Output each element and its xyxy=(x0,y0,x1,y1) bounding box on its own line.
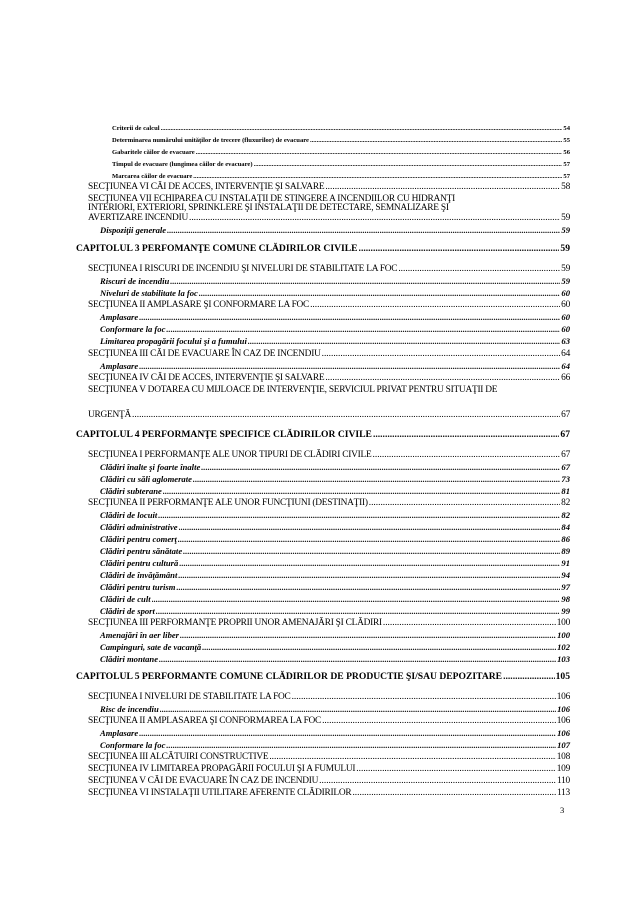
dot-leader xyxy=(176,581,560,593)
toc-entry[interactable] xyxy=(88,263,570,275)
dot-leader xyxy=(322,715,556,727)
toc-entry-title: SECŢIUNEA IV LIMITAREA PROPAGĂRII FOCULUI ŞI A FUMULUI xyxy=(88,764,356,774)
toc-entry-page: 63 xyxy=(561,336,570,346)
dot-leader xyxy=(319,775,556,787)
toc-entry-title: Amplasare xyxy=(100,728,139,738)
toc-entry[interactable] xyxy=(100,703,570,715)
toc-entry-page: 94 xyxy=(561,570,570,580)
toc-entry-title: Clădiri cu săli aglomerate xyxy=(100,474,192,484)
toc-entry[interactable] xyxy=(100,485,570,497)
toc-entry-title: Marcarea căilor de evacuare xyxy=(112,173,193,180)
dot-leader xyxy=(156,605,560,617)
dot-leader xyxy=(373,449,561,461)
dot-leader xyxy=(310,299,560,311)
toc-entry-page: 56 xyxy=(563,149,570,156)
toc-entry-title: CAPITOLUL 4 PERFORMANŢE SPECIFICE CLĂDIRILOR CIVILE xyxy=(76,429,372,440)
toc-entry-page: 100 xyxy=(557,630,570,640)
dot-leader xyxy=(269,751,555,763)
toc-entry-page: 64 xyxy=(561,361,570,371)
toc-entry-page: 59 xyxy=(561,276,570,286)
toc-entry-title: Criterii de calcul xyxy=(112,125,160,132)
dot-leader xyxy=(359,243,560,255)
toc-entry-page: 110 xyxy=(557,776,570,786)
toc-entry[interactable] xyxy=(100,275,570,287)
toc-entry-title: Clădiri montane xyxy=(100,654,159,664)
dot-leader xyxy=(292,691,556,703)
dot-leader xyxy=(310,135,562,147)
toc-entry-wrapped-line: SECŢIUNEA V DOTAREA CU MIJLOACE DE INTERVENŢIE, SERVICIUL PRIVAT PENTRU SITUAŢII DE xyxy=(88,385,498,395)
toc-entry[interactable] xyxy=(100,593,570,605)
toc-entry[interactable] xyxy=(100,287,570,299)
toc-entry[interactable] xyxy=(88,409,570,421)
toc-entry[interactable] xyxy=(100,509,570,521)
toc-entry-title: Risc de incendiu xyxy=(100,704,159,714)
toc-entry[interactable] xyxy=(76,243,570,255)
dot-leader xyxy=(179,557,560,569)
toc-entry-page: 113 xyxy=(557,788,570,798)
toc-entry-page: 60 xyxy=(561,300,570,310)
toc-entry-page: 100 xyxy=(556,618,570,628)
toc-entry[interactable] xyxy=(100,569,570,581)
toc-entry-title: Conformare la foc xyxy=(100,740,166,750)
toc-entry[interactable] xyxy=(100,739,570,751)
toc-entry-page: 84 xyxy=(561,522,570,532)
toc-entry-title: SECŢIUNEA III PERFORMANŢE PROPRII UNOR AMENAJĂRI ŞI CLĂDIRI xyxy=(88,618,382,628)
toc-entry-page: 99 xyxy=(561,606,570,616)
toc-entry-page: 106 xyxy=(556,692,570,702)
dot-leader xyxy=(248,335,561,347)
dot-leader xyxy=(132,409,560,421)
toc-entry-wrapped-line: SECŢIUNEA VII ECHIPAREA CU INSTALAŢII DE STINGERE A INCENDIILOR CU HIDRANŢI xyxy=(88,194,455,204)
toc-entry-title: Clădiri subterane xyxy=(100,486,162,496)
toc-entry-page: 91 xyxy=(561,558,570,568)
toc-entry-title: Conformare la foc xyxy=(100,324,166,334)
dot-leader xyxy=(163,485,561,497)
toc-entry[interactable] xyxy=(88,763,570,775)
toc-entry-page: 82 xyxy=(561,498,570,508)
toc-entry-title: CAPITOLUL 5 PERFORMANTE COMUNE CLĂDIRILOR DE PRODUCTIE ŞI/SAU DEPOZITARE xyxy=(76,671,503,682)
toc-entry[interactable] xyxy=(88,691,570,703)
dot-leader xyxy=(139,311,560,323)
toc-entry[interactable] xyxy=(76,429,570,441)
dot-leader xyxy=(183,545,560,557)
toc-entry[interactable] xyxy=(100,473,570,485)
toc-entry-title: AVERTIZARE INCENDIU xyxy=(88,213,188,223)
dot-leader xyxy=(160,703,556,715)
toc-entry-title: Limitarea propagării focului şi a fumului xyxy=(100,336,247,346)
dot-leader xyxy=(383,617,556,629)
toc-entry-title: Determinarea numărului unităţilor de trecere (fluxurilor) de evacuare xyxy=(112,137,309,144)
toc-entry-title: Clădiri pentru sănătate xyxy=(100,546,183,556)
toc-entry-title: Riscuri de incendiu xyxy=(100,276,170,286)
toc-entry-page: 67 xyxy=(561,450,570,460)
toc-entry-page: 59 xyxy=(560,243,570,254)
toc-entry-page: 109 xyxy=(556,764,570,774)
toc-entry-title: Clădiri pentru comerţ xyxy=(100,534,177,544)
toc-entry-title: Clădiri administrative xyxy=(100,522,178,532)
toc-entry-page: 108 xyxy=(556,752,570,762)
toc-entry-title: Clădiri de cult xyxy=(100,594,151,604)
toc-entry[interactable] xyxy=(76,671,570,683)
toc-entry[interactable] xyxy=(100,557,570,569)
dot-leader xyxy=(178,569,560,581)
toc-entry[interactable] xyxy=(88,787,570,799)
toc-entry[interactable] xyxy=(100,653,570,665)
toc-entry[interactable] xyxy=(112,159,570,171)
toc-entry-page: 57 xyxy=(563,161,570,168)
dot-leader xyxy=(139,360,560,372)
toc-entry[interactable] xyxy=(88,372,570,384)
toc-entry-title: SECŢIUNEA VI CĂI DE ACCES, INTERVENŢIE ŞI SALVARE xyxy=(88,182,325,192)
toc-entry-page: 67 xyxy=(561,410,570,420)
toc-entry-page: 98 xyxy=(561,594,570,604)
toc-entry[interactable] xyxy=(112,123,570,135)
dot-leader xyxy=(178,533,561,545)
toc-entry-title: Timpul de evacuare (lungimea căilor de evacuare) xyxy=(112,161,253,168)
toc-entry[interactable] xyxy=(100,335,570,347)
dot-leader xyxy=(166,739,556,751)
dot-leader xyxy=(193,473,560,485)
toc-entry-title: SECŢIUNEA II AMPLASARE ŞI CONFORMARE LA FOC xyxy=(88,300,310,310)
toc-entry-title: SECŢIUNEA III CĂI DE EVACUARE ÎN CAZ DE INCENDIU xyxy=(88,349,321,359)
toc-entry-page: 82 xyxy=(561,510,570,520)
page-number: 3 xyxy=(560,805,565,815)
toc-entry-page: 60 xyxy=(561,288,570,298)
dot-leader xyxy=(373,429,559,441)
toc-entry-page: 67 xyxy=(561,462,570,472)
dot-leader xyxy=(199,287,561,299)
toc-entry-page: 105 xyxy=(555,671,570,682)
dot-leader xyxy=(398,263,560,275)
toc-entry-page: 73 xyxy=(561,474,570,484)
toc-entry-page: 106 xyxy=(556,716,570,726)
toc-entry[interactable] xyxy=(100,521,570,533)
toc-entry-page: 67 xyxy=(560,429,570,440)
dot-leader xyxy=(139,727,556,739)
toc-entry-page: 57 xyxy=(563,173,570,180)
toc-entry-page: 86 xyxy=(561,534,570,544)
dot-leader xyxy=(180,629,556,641)
dot-leader xyxy=(325,181,560,193)
dot-leader xyxy=(158,509,560,521)
toc-entry-page: 89 xyxy=(561,546,570,556)
toc-entry[interactable] xyxy=(100,360,570,372)
toc-entry-page: 102 xyxy=(557,642,570,652)
toc-entry-title: Gabaritele căilor de evacuare xyxy=(112,149,195,156)
toc-entry[interactable] xyxy=(100,224,570,236)
toc-entry-title: SECŢIUNEA I PERFORMANŢE ALE UNOR TIPURI DE CLĂDIRI CIVILE xyxy=(88,450,372,460)
toc-entry[interactable] xyxy=(100,581,570,593)
toc-entry-title: SECŢIUNEA III ALCĂTUIRI CONSTRUCTIVE xyxy=(88,752,269,762)
toc-entry[interactable] xyxy=(100,533,570,545)
toc-entry-title: Campinguri, sate de vacanţă xyxy=(100,642,202,652)
dot-leader xyxy=(161,123,563,135)
dot-leader xyxy=(166,323,560,335)
toc-entry-title: Clădiri de locuit xyxy=(100,510,158,520)
toc-entry-page: 103 xyxy=(557,654,570,664)
toc-entry-title: SECŢIUNEA I NIVELURI DE STABILITATE LA FOC xyxy=(88,692,291,702)
dot-leader xyxy=(202,641,556,653)
toc-entry-title: SECŢIUNEA II PERFORMANŢE ALE UNOR FUNCŢIUNI (DESTINAŢII) xyxy=(88,498,368,508)
toc-entry-title: Clădiri înalte şi foarte înalte xyxy=(100,462,201,472)
dot-leader xyxy=(152,593,561,605)
toc-entry[interactable] xyxy=(100,605,570,617)
toc-entry-title: CAPITOLUL 3 PERFOMANŢE COMUNE CLĂDIRILOR CIVILE xyxy=(76,243,358,254)
toc-entry-page: 60 xyxy=(561,312,570,322)
toc-entry-title: Amplasare xyxy=(100,312,139,322)
toc-entry-title: Clădiri de învăţământ xyxy=(100,570,178,580)
toc-entry[interactable] xyxy=(100,641,570,653)
toc-entry-title: Dispoziţii generale xyxy=(100,225,167,235)
toc-entry-title: Clădiri de sport xyxy=(100,606,155,616)
toc-entry-title: URGENŢĂ xyxy=(88,410,132,420)
toc-entry[interactable] xyxy=(88,299,570,311)
toc-entry-page: 60 xyxy=(561,324,570,334)
toc-entry-title: Clădiri pentru turism xyxy=(100,582,176,592)
toc-entry-title: Amplasare xyxy=(100,361,139,371)
toc-entry-page: 59 xyxy=(561,264,570,274)
toc-entry-page: 106 xyxy=(557,728,570,738)
dot-leader xyxy=(352,787,556,799)
toc-entry[interactable] xyxy=(88,181,570,193)
toc-entry-wrapped-line: INTERIORI, EXTERIORI, SPRINKLERE ŞI INSTALAŢII DE DETECTARE, SEMNALIZARE ŞI xyxy=(88,203,449,213)
toc-entry[interactable] xyxy=(88,449,570,461)
toc-entry-page: 107 xyxy=(557,740,570,750)
toc-entry-page: 64 xyxy=(561,349,570,359)
toc-entry-page: 81 xyxy=(561,486,570,496)
dot-leader xyxy=(369,497,560,509)
dot-leader xyxy=(201,461,560,473)
dot-leader xyxy=(325,372,560,384)
toc-entry-title: SECŢIUNEA V CĂI DE EVACUARE ÎN CAZ DE INCENDIU xyxy=(88,776,319,786)
toc-entry-title: Niveluri de stabilitate la foc xyxy=(100,288,198,298)
toc-entry-page: 59 xyxy=(561,213,570,223)
dot-leader xyxy=(254,159,563,171)
toc-entry-title: Amenajări în aer liber xyxy=(100,630,180,640)
toc-entry[interactable] xyxy=(100,311,570,323)
toc-entry[interactable] xyxy=(100,461,570,473)
dot-leader xyxy=(356,763,555,775)
toc-entry[interactable] xyxy=(88,617,570,629)
toc-entry[interactable] xyxy=(88,497,570,509)
toc-entry[interactable] xyxy=(88,775,570,787)
toc-entry[interactable] xyxy=(100,545,570,557)
toc-entry-page: 59 xyxy=(561,225,570,235)
toc-entry[interactable] xyxy=(88,751,570,763)
toc-entry-page: 58 xyxy=(561,182,570,192)
toc-entry[interactable] xyxy=(88,348,570,360)
toc-entry[interactable] xyxy=(100,323,570,335)
toc-entry-page: 54 xyxy=(563,125,570,132)
toc-entry-title: SECŢIUNEA II AMPLASAREA ŞI CONFORMAREA LA FOC xyxy=(88,716,322,726)
dot-leader xyxy=(170,275,560,287)
toc-entry-title: SECŢIUNEA VI INSTALAŢII UTILITARE AFERENTE CLĂDIRILOR xyxy=(88,788,352,798)
toc-entry-page: 66 xyxy=(561,373,570,383)
dot-leader xyxy=(322,348,561,360)
toc-entry-page: 55 xyxy=(563,137,570,144)
dot-leader xyxy=(159,653,556,665)
toc-entry-page: 97 xyxy=(561,582,570,592)
toc-entry-title: SECŢIUNEA IV CĂI DE ACCES, INTERVENŢIE ŞI SALVARE xyxy=(88,373,325,383)
toc-entry-page: 106 xyxy=(557,704,570,714)
toc-entry[interactable] xyxy=(112,135,570,147)
toc-entry-title: SECŢIUNEA I RISCURI DE INCENDIU ŞI NIVELURI DE STABILITATE LA FOC xyxy=(88,264,398,274)
toc-entry[interactable] xyxy=(112,147,570,159)
toc-entry[interactable] xyxy=(100,629,570,641)
dot-leader xyxy=(196,147,563,159)
dot-leader xyxy=(179,521,561,533)
toc-entry[interactable] xyxy=(88,715,570,727)
toc-entry-title: Clădiri pentru cultură xyxy=(100,558,179,568)
dot-leader xyxy=(503,671,555,683)
dot-leader xyxy=(167,224,560,236)
toc-entry[interactable] xyxy=(100,727,570,739)
